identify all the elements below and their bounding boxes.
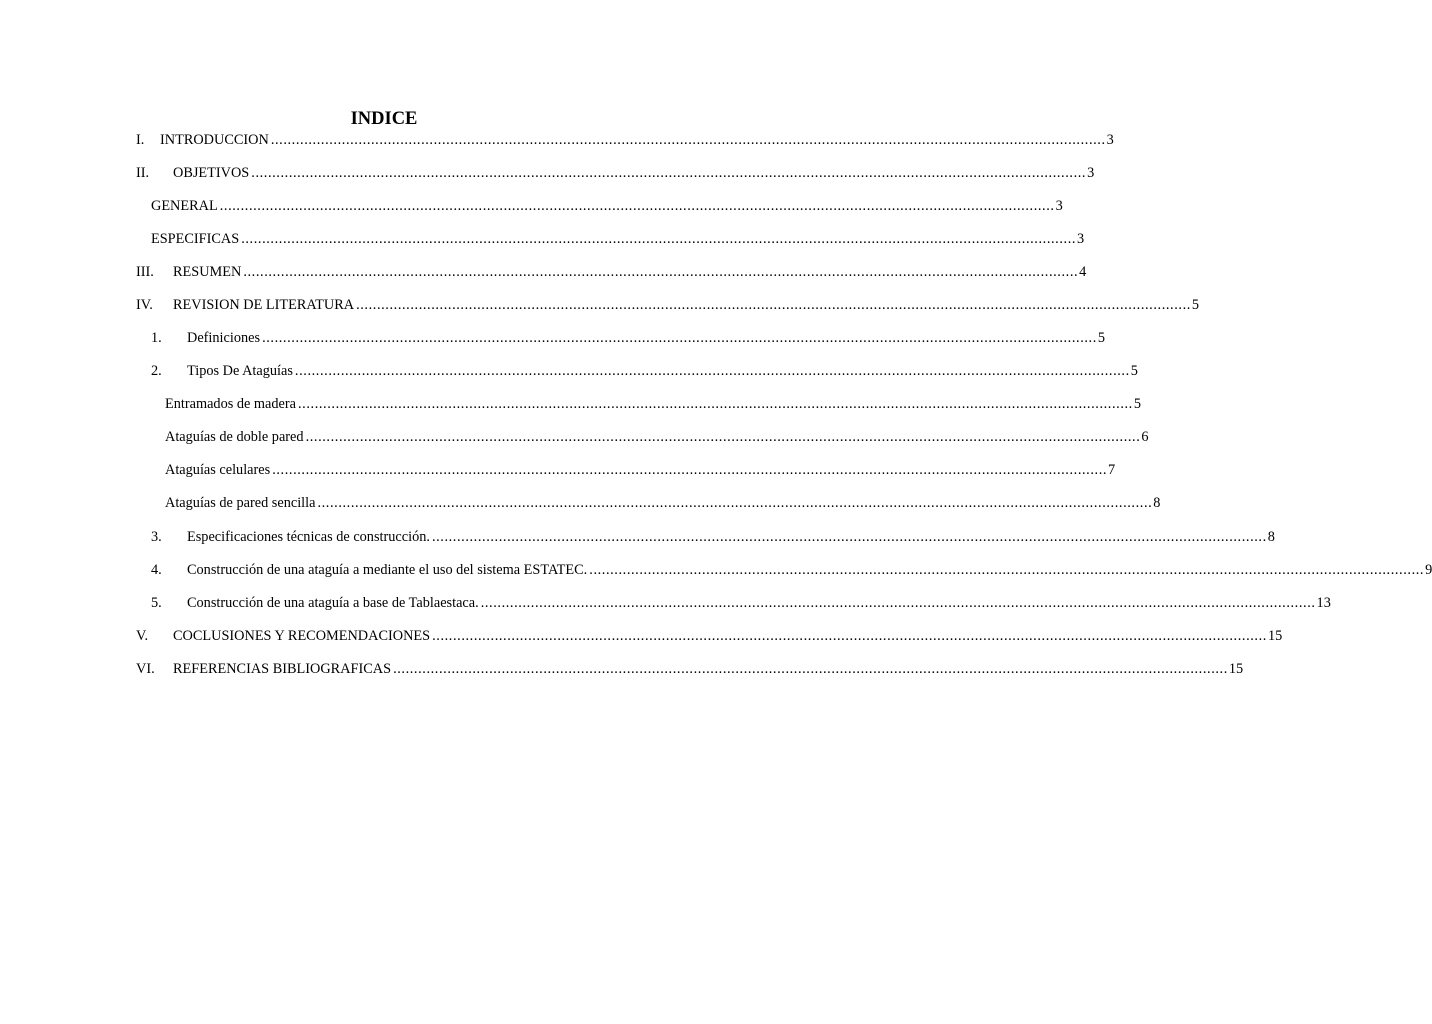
toc-entry[interactable] xyxy=(136,163,1095,183)
toc-entry-number: I. xyxy=(136,132,145,148)
toc-entry-label: Construcción de una ataguía a base de Tablaestaca. xyxy=(187,595,479,611)
toc-entry-label: ESPECIFICAS xyxy=(151,231,240,247)
toc-leader-dots: ........................................................................................................................................................................................................ xyxy=(393,661,1228,677)
toc-leader-dots: ........................................................................................................................................................................................................ xyxy=(431,529,1267,545)
toc-entry-label: Definiciones xyxy=(187,330,261,346)
toc-entry-page: 15 xyxy=(1267,628,1283,644)
toc-entry-page: 5 xyxy=(1133,396,1141,412)
toc-entry-text xyxy=(187,328,1106,348)
toc-entry-label: Entramados de madera xyxy=(165,396,296,412)
toc-entry-text xyxy=(165,460,1116,480)
toc-entry-text xyxy=(151,196,1063,216)
toc-entry-page: 6 xyxy=(1141,429,1149,445)
toc-entry[interactable] xyxy=(165,427,1149,447)
toc-entry-number: 1. xyxy=(151,330,162,346)
toc-entry-label: GENERAL xyxy=(151,198,218,214)
toc-entry-text xyxy=(173,163,1095,183)
toc-leader-dots: ........................................................................................................................................................................................................ xyxy=(589,562,1425,578)
toc-entry[interactable] xyxy=(136,659,1244,679)
toc-leader-dots: ........................................................................................................................................................................................................ xyxy=(241,231,1077,247)
toc-entry[interactable] xyxy=(165,493,1161,513)
toc-entry[interactable] xyxy=(151,229,1085,249)
toc-entry[interactable] xyxy=(151,328,1106,348)
toc-entry-page: 7 xyxy=(1108,462,1116,478)
toc-entry-label: Construcción de una ataguía a mediante el uso del sistema ESTATEC. xyxy=(187,562,588,578)
toc-entry-label: REVISION DE LITERATURA xyxy=(173,297,355,313)
toc-entry[interactable] xyxy=(136,262,1087,282)
toc-entry-page: 8 xyxy=(1267,529,1275,545)
toc-title: INDICE xyxy=(350,109,418,129)
toc-leader-dots: ........................................................................................................................................................................................................ xyxy=(305,429,1141,445)
toc-entry-text xyxy=(187,527,1275,547)
toc-entry-page: 15 xyxy=(1228,661,1244,677)
toc-entry-label: Ataguías celulares xyxy=(165,462,271,478)
toc-entry-page: 9 xyxy=(1425,562,1432,578)
toc-entry[interactable] xyxy=(136,626,1283,646)
toc-entry-text xyxy=(173,295,1200,315)
toc-entry-label: REFERENCIAS BIBLIOGRAFICAS xyxy=(173,661,392,677)
toc-entry-page: 5 xyxy=(1191,297,1200,313)
toc-entry-text xyxy=(173,659,1244,679)
toc-entry-page: 3 xyxy=(1055,198,1063,214)
toc-leader-dots: ........................................................................................................................................................................................................ xyxy=(317,495,1153,511)
toc-entry[interactable] xyxy=(151,593,1331,613)
toc-entry-number: III. xyxy=(136,264,154,280)
toc-entry-text xyxy=(160,130,1114,150)
toc-leader-dots: ........................................................................................................................................................................................................ xyxy=(251,165,1087,181)
toc-entry-page: 3 xyxy=(1106,132,1114,148)
toc-entry[interactable] xyxy=(151,527,1275,547)
toc-entry-label: INTRODUCCION xyxy=(160,132,269,148)
toc-entry-page: 13 xyxy=(1316,595,1331,611)
toc-entry-page: 3 xyxy=(1077,231,1085,247)
toc-entry-number: 2. xyxy=(151,363,162,379)
toc-entry-label: Tipos De Ataguías xyxy=(187,363,293,379)
toc-entry-page: 5 xyxy=(1097,330,1106,346)
toc-entry-number: IV. xyxy=(136,297,153,313)
toc-entry-label: Especificaciones técnicas de construcción. xyxy=(187,529,430,545)
toc-entry-label: RESUMEN xyxy=(173,264,242,280)
toc-entry[interactable] xyxy=(151,196,1063,216)
toc-leader-dots: ........................................................................................................................................................................................................ xyxy=(272,462,1108,478)
toc-entry[interactable] xyxy=(165,460,1116,480)
toc-leader-dots: ........................................................................................................................................................................................................ xyxy=(270,132,1106,148)
toc-leader-dots: ........................................................................................................................................................................................................ xyxy=(243,264,1079,280)
toc-entry-text xyxy=(187,361,1138,381)
toc-entry[interactable] xyxy=(151,361,1138,381)
toc-entry-number: 4. xyxy=(151,562,162,578)
toc-leader-dots: ........................................................................................................................................................................................................ xyxy=(356,297,1191,313)
toc-entry-number: VI. xyxy=(136,661,155,677)
toc-entry-page: 8 xyxy=(1153,495,1161,511)
toc-entry-number: 5. xyxy=(151,595,162,611)
toc-entry[interactable] xyxy=(165,394,1141,414)
toc-entry-label: Ataguías de pared sencilla xyxy=(165,495,316,511)
toc-entry-text xyxy=(165,394,1141,414)
toc-entry-page: 4 xyxy=(1079,264,1087,280)
toc-entry[interactable] xyxy=(136,295,1200,315)
toc-entry-label: Ataguías de doble pared xyxy=(165,429,304,445)
toc-entry-text xyxy=(173,262,1087,282)
toc-leader-dots: ........................................................................................................................................................................................................ xyxy=(294,363,1130,379)
toc-entry-label: OBJETIVOS xyxy=(173,165,250,181)
toc-leader-dots: ........................................................................................................................................................................................................ xyxy=(219,198,1055,214)
toc-leader-dots: ........................................................................................................................................................................................................ xyxy=(432,628,1267,644)
toc-entry-number: II. xyxy=(136,165,150,181)
toc-entry-text xyxy=(187,593,1331,613)
toc-entry-text xyxy=(165,493,1161,513)
toc-entry-label: COCLUSIONES Y RECOMENDACIONES xyxy=(173,628,431,644)
toc-leader-dots: ........................................................................................................................................................................................................ xyxy=(298,396,1133,412)
toc-entry-page: 3 xyxy=(1087,165,1095,181)
toc-entry-number: 3. xyxy=(151,529,162,545)
toc-leader-dots: ........................................................................................................................................................................................................ xyxy=(262,330,1097,346)
toc-entry-text xyxy=(187,560,1432,580)
toc-entry-page: 5 xyxy=(1130,363,1138,379)
toc-entry-text xyxy=(151,229,1085,249)
toc-leader-dots: ........................................................................................................................................................................................................ xyxy=(480,595,1316,611)
toc-entry[interactable] xyxy=(136,130,1114,150)
toc-entry-number: V. xyxy=(136,628,149,644)
toc-entry[interactable] xyxy=(151,560,1432,580)
toc-entry-text xyxy=(165,427,1149,447)
toc-entry-text xyxy=(173,626,1283,646)
